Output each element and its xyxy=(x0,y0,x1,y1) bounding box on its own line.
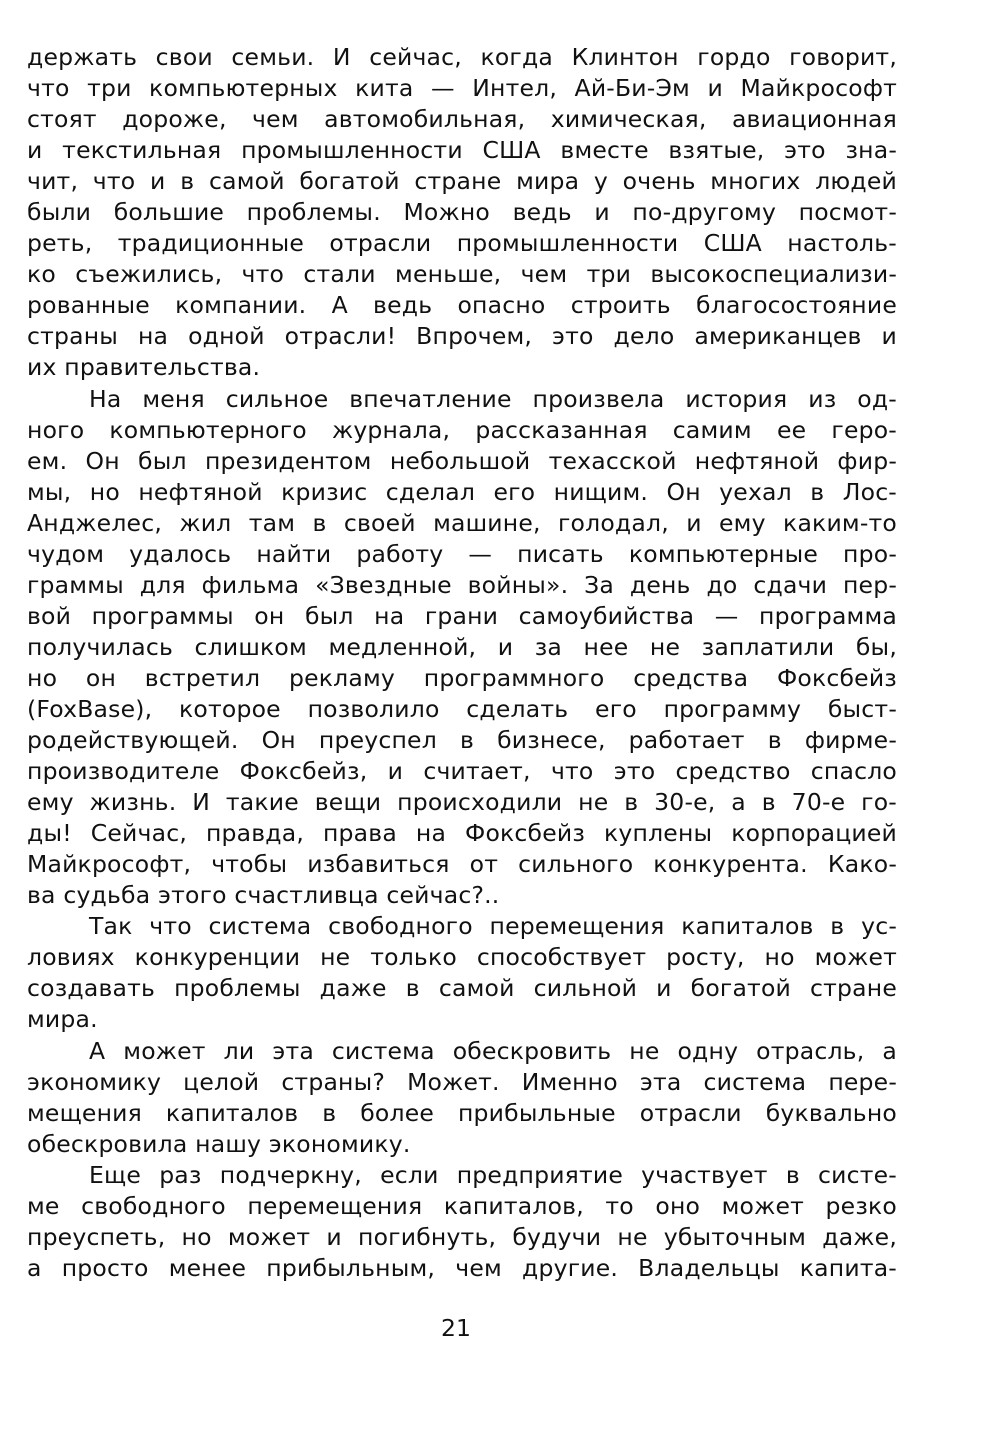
text-line: но он встретил рекламу программного средства Фоксбейз xyxy=(27,663,897,692)
text-line: ем. Он был президентом небольшой техасской нефтяной фир- xyxy=(27,446,897,475)
text-line: стоят дороже, чем автомобильная, химическая, авиационная xyxy=(27,105,897,134)
text-line: ме свободного перемещения капиталов, то оно может резко xyxy=(27,1191,897,1220)
text-line: создавать проблемы даже в самой сильной и богатой стране xyxy=(27,974,897,1003)
paragraph-first-line: А может ли эта система обескровить не одну отрасль, а xyxy=(89,1036,897,1065)
text-line: мы, но нефтяной кризис сделал его нищим. Он уехал в Лос- xyxy=(27,477,897,506)
text-line: что три компьютерных кита — Интел, Ай-Би-Эм и Майкрософт xyxy=(27,74,897,103)
text-line: страны на одной отрасли! Впрочем, это дело американцев и xyxy=(27,322,897,351)
text-line: Анджелес, жил там в своей машине, голодал, и ему каким-то xyxy=(27,508,897,537)
paragraph-first-line: На меня сильное впечатление произвела история из од- xyxy=(89,384,897,413)
text-line: мещения капиталов в более прибыльные отрасли буквально xyxy=(27,1098,897,1127)
text-line: (FoxBase), которое позволило сделать его программу быст- xyxy=(27,694,897,723)
text-line: преуспеть, но может и погибнуть, будучи не убыточным даже, xyxy=(27,1222,897,1251)
text-line: граммы для фильма «Звездные войны». За день до сдачи пер- xyxy=(27,570,897,599)
text-line: чудом удалось найти работу — писать компьютерные про- xyxy=(27,539,897,568)
text-line: рованные компании. А ведь опасно строить благосостояние xyxy=(27,291,897,320)
text-line: реть, традиционные отрасли промышленности США настоль- xyxy=(27,229,897,258)
paragraph-first-line: Еще раз подчеркну, если предприятие участвует в систе- xyxy=(89,1160,897,1189)
text-line: производителе Фоксбейз, и считает, что это средство спасло xyxy=(27,757,897,786)
text-line: ды! Сейчас, правда, права на Фоксбейз куплены корпорацией xyxy=(27,819,897,848)
text-line: ловиях конкуренции не только способствует росту, но может xyxy=(27,943,897,972)
text-line: мира. xyxy=(27,1005,98,1034)
text-line: и текстильная промышленности США вместе взятые, это зна- xyxy=(27,136,897,165)
text-line: обескровила нашу экономику. xyxy=(27,1129,411,1158)
text-line: чит, что и в самой богатой стране мира у очень многих людей xyxy=(27,167,897,196)
text-line: ко съежились, что стали меньше, чем три высокоспециализи- xyxy=(27,260,897,289)
text-line: получилась слишком медленной, и за нее не заплатили бы, xyxy=(27,632,897,661)
text-line: экономику целой страны? Может. Именно эта система пере- xyxy=(27,1067,897,1096)
text-line: родействующей. Он преуспел в бизнесе, работает в фирме- xyxy=(27,726,897,755)
text-line: вой программы он был на грани самоубийства — программа xyxy=(27,601,897,630)
body-text xyxy=(27,42,897,1284)
page-number: 21 xyxy=(441,1314,471,1342)
paragraph-first-line: Так что система свободного перемещения капиталов в ус- xyxy=(89,912,897,941)
text-line: ва судьба этого счастливца сейчас?.. xyxy=(27,881,500,910)
text-line: Майкрософт, чтобы избавиться от сильного конкурента. Како- xyxy=(27,850,897,879)
text-line: а просто менее прибыльным, чем другие. Владельцы капита- xyxy=(27,1253,897,1282)
text-line: держать свои семьи. И сейчас, когда Клинтон гордо говорит, xyxy=(27,43,897,71)
text-line: ного компьютерного журнала, рассказанная самим ее геро- xyxy=(27,415,897,444)
text-line: их правительства. xyxy=(27,353,261,382)
text-line: ему жизнь. И такие вещи происходили не в 30-е, а в 70-е го- xyxy=(27,788,897,817)
text-line: были большие проблемы. Можно ведь и по-другому посмот- xyxy=(27,198,897,227)
